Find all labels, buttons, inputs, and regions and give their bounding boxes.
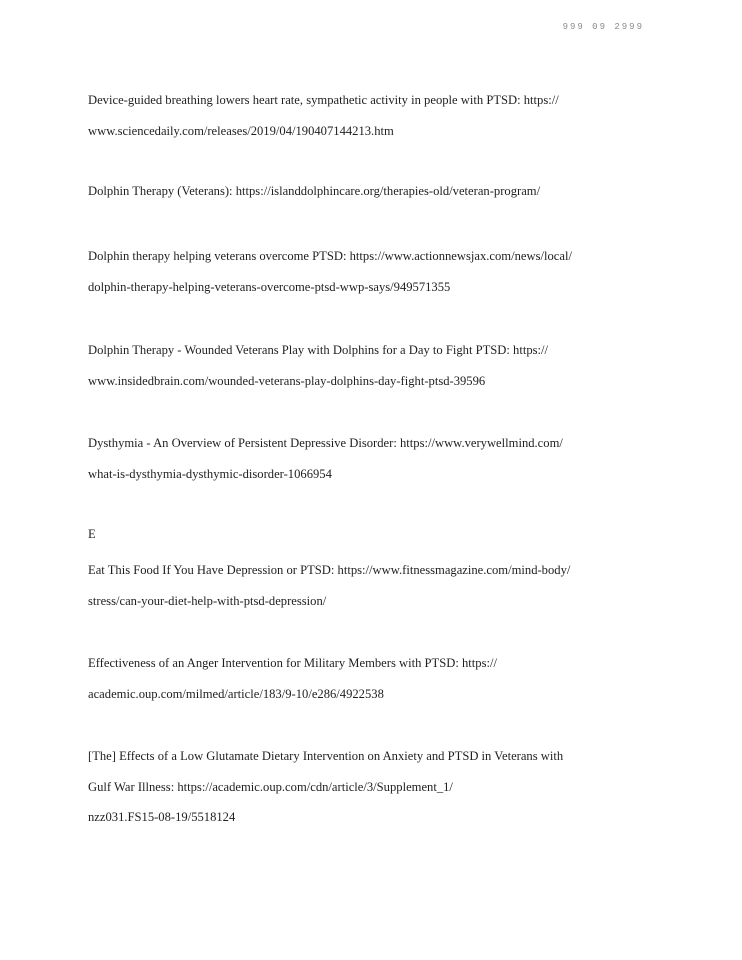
reference-text: Device-guided breathing lowers heart rate, sympathetic activity in people with PTSD: https://: [88, 93, 559, 107]
reference-text: Eat This Food If You Have Depression or PTSD: https://www.fitnessmagazine.com/mind-body/: [88, 563, 571, 577]
reference-url[interactable]: nzz031.FS15-08-19/5518124: [88, 810, 236, 824]
reference-url[interactable]: www.insidedbrain.com/wounded-veterans-play-dolphins-day-fight-ptsd-39596: [88, 373, 486, 388]
reference-entry: [88, 241, 658, 302]
reference-text: Effectiveness of an Anger Intervention for Military Members with PTSD: https://: [88, 656, 497, 670]
reference-text: Dolphin Therapy (Veterans): https://islanddolphincare.org/therapies-old/veteran-program/: [88, 184, 541, 198]
section-heading-e: E: [88, 527, 96, 541]
reference-text[interactable]: Gulf War Illness: https://academic.oup.com/cdn/article/3/Supplement_1/: [88, 779, 453, 794]
reference-url[interactable]: what-is-dysthymia-dysthymic-disorder-1066954: [88, 466, 332, 481]
reference-entry: [88, 741, 658, 833]
reference-entry: [88, 176, 658, 207]
reference-url[interactable]: www.sciencedaily.com/releases/2019/04/190407144213.htm: [88, 123, 394, 138]
reference-url[interactable]: dolphin-therapy-helping-veterans-overcome-ptsd-wwp-says/949571355: [88, 279, 451, 294]
reference-text: Dolphin Therapy - Wounded Veterans Play with Dolphins for a Day to Fight PTSD: https://: [88, 343, 549, 357]
reference-entry: [88, 428, 658, 489]
reference-text: Dolphin therapy helping veterans overcome PTSD: https://www.actionnewsjax.com/news/local/: [88, 249, 572, 263]
reference-entry: [88, 85, 658, 146]
reference-entry: [88, 335, 658, 396]
page-header-code: 999 09 2999: [562, 22, 644, 32]
reference-url[interactable]: stress/can-your-diet-help-with-ptsd-depression/: [88, 593, 327, 608]
reference-text: Dysthymia - An Overview of Persistent Depressive Disorder: https://www.verywellmind.com/: [88, 436, 563, 450]
reference-entry: [88, 555, 658, 616]
reference-entry: [88, 648, 658, 709]
reference-text: [The] Effects of a Low Glutamate Dietary Intervention on Anxiety and PTSD in Veterans with: [88, 749, 564, 763]
reference-url[interactable]: academic.oup.com/milmed/article/183/9-10/e286/4922538: [88, 686, 384, 701]
